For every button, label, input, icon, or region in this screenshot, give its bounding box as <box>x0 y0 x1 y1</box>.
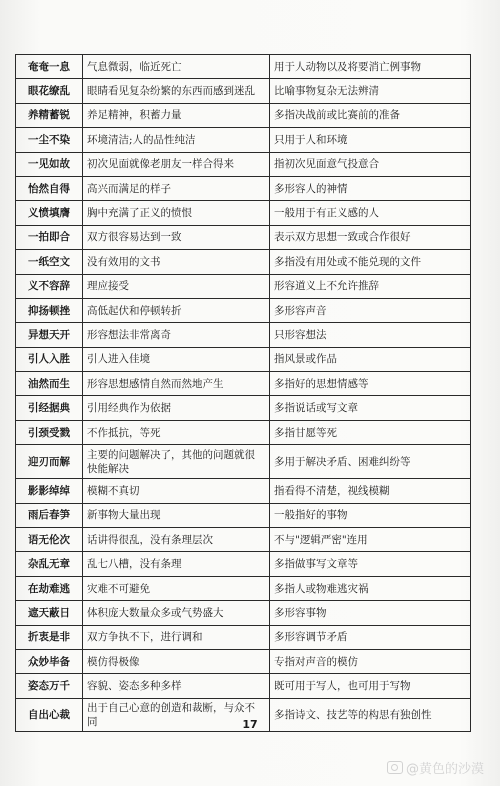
idiom-cell: 杂乱无章 <box>16 552 83 576</box>
meaning-cell: 主要的问题解决了，其他的问题就很快能解决 <box>83 445 270 479</box>
table-row <box>16 372 471 396</box>
idiom-cell: 异想天开 <box>16 323 83 347</box>
idiom-cell: 影影绰绰 <box>16 479 83 503</box>
usage-cell: 多指好的思想情感等 <box>270 372 471 396</box>
idiom-cell: 折衷是非 <box>16 625 83 649</box>
meaning-cell: 容貌、姿态多种多样 <box>83 674 270 698</box>
usage-cell: 表示双方思想一致或合作很好 <box>270 225 471 249</box>
meaning-cell: 话讲得很乱，没有条理层次 <box>83 528 270 552</box>
table-row <box>16 479 471 503</box>
table-row <box>16 445 471 479</box>
idiom-cell: 自出心裁 <box>16 698 83 731</box>
idiom-cell: 迎刃而解 <box>16 445 83 479</box>
idiom-cell: 抑扬顿挫 <box>16 298 83 322</box>
idiom-cell: 义不容辞 <box>16 274 83 298</box>
meaning-cell: 高兴而满足的样子 <box>83 176 270 200</box>
meaning-cell: 高低起伏和停顿转折 <box>83 298 270 322</box>
idiom-cell: 义愤填膺 <box>16 201 83 225</box>
meaning-cell: 没有效用的文书 <box>83 250 270 274</box>
usage-cell: 不与"逻辑严密"连用 <box>270 528 471 552</box>
camera-icon <box>387 761 403 774</box>
idiom-cell: 雨后春笋 <box>16 503 83 527</box>
idiom-cell: 语无伦次 <box>16 528 83 552</box>
idiom-cell: 奄奄一息 <box>16 55 83 79</box>
table-row <box>16 250 471 274</box>
table-row <box>16 55 471 79</box>
table-row <box>16 79 471 103</box>
meaning-cell: 胸中充满了正义的愤恨 <box>83 201 270 225</box>
watermark-text: @黄色的沙漠 <box>405 762 484 777</box>
idiom-cell: 在劫难逃 <box>16 576 83 600</box>
table-row <box>16 674 471 698</box>
meaning-cell: 乱七八槽，没有条理 <box>83 552 270 576</box>
idiom-cell: 引经据典 <box>16 396 83 420</box>
table-row <box>16 576 471 600</box>
usage-cell: 指初次见面意气投意合 <box>270 152 471 176</box>
idiom-cell: 众妙毕备 <box>16 649 83 673</box>
table-row <box>16 649 471 673</box>
usage-cell: 多指甘愿等死 <box>270 420 471 444</box>
table-row <box>16 528 471 552</box>
meaning-cell: 气息微弱，临近死亡 <box>83 55 270 79</box>
usage-cell: 只形容想法 <box>270 323 471 347</box>
usage-cell: 既可用于写人，也可用于写物 <box>270 674 471 698</box>
usage-cell: 专指对声音的模仿 <box>270 649 471 673</box>
idiom-cell: 油然而生 <box>16 372 83 396</box>
table-row <box>16 420 471 444</box>
table-row <box>16 274 471 298</box>
meaning-cell: 双方很容易达到一致 <box>83 225 270 249</box>
usage-cell: 多指决战前或比赛前的准备 <box>270 103 471 127</box>
usage-cell: 指风景或作品 <box>270 347 471 371</box>
idiom-cell: 怡然自得 <box>16 176 83 200</box>
table-row <box>16 201 471 225</box>
table-row <box>16 396 471 420</box>
idiom-cell: 遮天蔽日 <box>16 601 83 625</box>
table-row <box>16 503 471 527</box>
table-row <box>16 103 471 127</box>
table-row <box>16 225 471 249</box>
usage-cell: 多形容人的神情 <box>270 176 471 200</box>
idiom-cell: 一纸空文 <box>16 250 83 274</box>
table-row <box>16 176 471 200</box>
usage-cell: 一般指好的事物 <box>270 503 471 527</box>
usage-cell: 多指没有用处或不能兑现的文件 <box>270 250 471 274</box>
usage-cell: 指看得不清楚，视线模糊 <box>270 479 471 503</box>
usage-cell: 多指诗文、技艺等的构思有独创性 <box>270 698 471 731</box>
usage-cell: 用于人动物以及将要消亡例事物 <box>270 55 471 79</box>
meaning-cell: 双方争执不下，进行调和 <box>83 625 270 649</box>
table-row <box>16 347 471 371</box>
table-row <box>16 601 471 625</box>
meaning-cell: 形容思想感情自然而然地产生 <box>83 372 270 396</box>
meaning-cell: 模糊不真切 <box>83 479 270 503</box>
meaning-cell: 养足精神，积蓄力量 <box>83 103 270 127</box>
meaning-cell: 模仿得极像 <box>83 649 270 673</box>
usage-cell: 形容道义上不允许推辞 <box>270 274 471 298</box>
meaning-cell: 灾难不可避免 <box>83 576 270 600</box>
idiom-cell: 引颈受戮 <box>16 420 83 444</box>
meaning-cell: 新事物大量出现 <box>83 503 270 527</box>
meaning-cell: 引人进入佳境 <box>83 347 270 371</box>
idiom-cell: 一尘不染 <box>16 128 83 152</box>
meaning-cell: 引用经典作为依据 <box>83 396 270 420</box>
table-row <box>16 323 471 347</box>
table-row <box>16 552 471 576</box>
usage-cell: 比喻事物复杂无法辨清 <box>270 79 471 103</box>
table-row <box>16 152 471 176</box>
idiom-cell: 一拍即合 <box>16 225 83 249</box>
meaning-cell: 理应接受 <box>83 274 270 298</box>
meaning-cell: 形容想法非常离奇 <box>83 323 270 347</box>
idiom-cell: 一见如故 <box>16 152 83 176</box>
usage-cell: 多指人或物难逃灾祸 <box>270 576 471 600</box>
usage-cell: 多形容声音 <box>270 298 471 322</box>
meaning-cell: 环境清洁;人的品性纯洁 <box>83 128 270 152</box>
meaning-cell: 眼睛看见复杂纷繁的东西而感到迷乱 <box>83 79 270 103</box>
idiom-table <box>15 54 471 732</box>
watermark <box>387 758 484 777</box>
meaning-cell: 出于自己心意的创造和裁断，与众不同 <box>83 698 270 731</box>
table-row <box>16 625 471 649</box>
meaning-cell: 不作抵抗，等死 <box>83 420 270 444</box>
idiom-cell: 引人入胜 <box>16 347 83 371</box>
idiom-table-body <box>16 55 471 732</box>
idiom-cell: 眼花缭乱 <box>16 79 83 103</box>
usage-cell: 多形容调节矛盾 <box>270 625 471 649</box>
usage-cell: 多用于解决矛盾、困难纠纷等 <box>270 445 471 479</box>
table-row <box>16 298 471 322</box>
usage-cell: 多形容事物 <box>270 601 471 625</box>
idiom-cell: 姿态万千 <box>16 674 83 698</box>
usage-cell: 多指说话或写文章 <box>270 396 471 420</box>
meaning-cell: 初次见面就像老朋友一样合得来 <box>83 152 270 176</box>
idiom-cell: 养精蓄锐 <box>16 103 83 127</box>
meaning-cell: 体积庞大数量众多或气势盛大 <box>83 601 270 625</box>
page-number: 17 <box>242 718 258 731</box>
usage-cell: 多指做事写文章等 <box>270 552 471 576</box>
usage-cell: 只用于人和环境 <box>270 128 471 152</box>
table-row <box>16 128 471 152</box>
usage-cell: 一般用于有正义感的人 <box>270 201 471 225</box>
